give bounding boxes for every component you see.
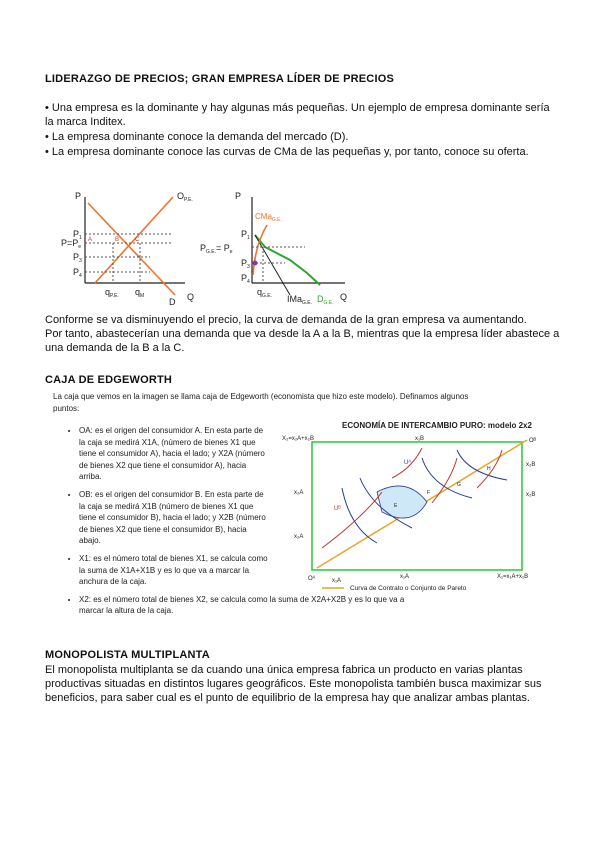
edgeworth-box [282,418,552,596]
g2-ima-line [255,235,290,295]
g1-point-b: B [115,237,120,243]
g1-point-a: A [88,237,93,243]
box-ua-label: Uᴬ [404,460,412,466]
g2-p3-label: $P_3$ [241,258,250,270]
g2-ima-label: IMa$_{G.E.}$ [287,294,313,306]
g1-o-label: $O_{P.E.}$ [177,191,193,203]
edgeworth-item-ob: • OB: es el origen del consumidor B. En esta parte de la caja se medirá X1B (número de bienes X1 que tiene el consumidor B), hacia el lado; y X2B (número de bienes X2 que tiene el consumidor B), hacia abajo. [79,489,270,547]
g1-p-label: P [75,191,82,201]
box-x1b-top: x₁B [415,436,425,442]
g1-qm-label: $q_M$ [135,287,145,299]
box-x2a-l1: x₂A [294,490,304,496]
section-title-liderazgo: LIDERAZGO DE PRECIOS; GRAN EMPRESA LÍDER DE PRECIOS [45,73,394,85]
g1-qpe-label: $q_{P.E.}$ [105,287,119,299]
box-point-e: E [394,503,398,509]
box-ob-label: Oᴮ [529,438,537,444]
g2-q-label: Q [340,292,348,302]
g2-p1-label: $P_1$ [241,229,250,241]
box-oa-label: Oᴬ [308,576,316,582]
box-point-f: F [427,490,431,496]
g1-supply-line [95,197,173,283]
box-x1-total: X₁=x₁A+x₁B [497,574,529,580]
box-x2b-r1: x₂B [526,462,536,468]
bullet-2: • La empresa dominante conoce la demanda del mercado (D). [45,131,349,143]
leader-graph [195,185,365,310]
box-x2b-r2: x₂B [526,492,536,498]
edgeworth-item-x2: • X2: es el número total de bienes X2, se calcula como la suma de X2A+X2B y es lo que va a marcar la altura de la caja. [79,594,419,617]
edgeworth-item-oa: • OA: es el origen del consumidor A. En esta parte de la caja se medirá X1A, (número de bienes X1 que tiene el consumidor A), hacia el lado; y X2A (número de bienes X2 que tiene el consumidor A), hacia arriba. [79,425,270,483]
g1-peq-label: $P=P_e$ [61,238,82,250]
paragraph-1: Conforme se va disminuyendo el precio, la curva de demanda de la gran empresa va aumentando. [45,314,527,326]
ub-curve-1 [322,492,382,548]
g2-p-label: P [235,191,242,201]
box-x1a-bottom: x₁A [400,574,410,580]
g2-demand-line [255,235,320,285]
legend-text: Curva de Contrato o Conjunto de Pareto [350,585,467,592]
g1-point-c: C [135,237,140,243]
box-topleft-label: X₂=x₂A+x₂B [282,436,315,442]
box-ub-label: Uᴮ [334,506,341,512]
paragraph-2: Por tanto, abastecerían una demanda que va desde la A a la B, mientras que la empresa líder abastece a una demanda de la B a la C. [45,328,560,354]
section-title-monopolista: MONOPOLISTA MULTIPLANTA [45,649,210,661]
market-graph [55,185,205,310]
box-point-g: G [457,482,461,488]
bullet-1: • Una empresa es la dominante y hay algunas más pequeñas. Un ejemplo de empresa dominante sería la marca Inditex. [45,102,550,128]
g2-dge-label: $D_{G.E.}$ [317,294,334,306]
section-title-edgeworth: CAJA DE EDGEWORTH [45,374,173,386]
g2-cma-curve [253,225,267,275]
edgeworth-box-title: ECONOMÍA DE INTERCAMBIO PURO: modelo 2x2 [342,421,532,430]
edgeworth-intro: La caja que vemos en la imagen se llama caja de Edgeworth (economista que hizo este modelo). Definamos algunos puntos: [53,392,469,413]
bullet-3: • La empresa dominante conoce las curvas de CMa de las pequeñas y, por tanto, conoce su oferta. [45,146,529,158]
g1-p3-label: $P_3$ [73,252,82,264]
g1-q-label: Q [187,292,195,302]
pareto-lens [377,486,427,518]
box-x1a-label: x₁A [332,578,342,584]
box-x2a-l2: x₂A [294,534,304,540]
g1-p4-label: $P_4$ [73,267,82,279]
g2-qge-label: $q_{G.E.}$ [257,287,273,299]
g1-p1-label: $P_1$ [73,229,82,241]
monopolista-paragraph: El monopolista multiplanta se da cuando una única empresa fabrica un producto en varias plantas productivas situadas en distintos lugares geográficos. Este monopolista también busca maximizar sus beneficios, para saber cual es el punto de equilibrio de la empresa hay que analizar ambas plantas. [45,664,542,704]
g1-demand-line [88,203,175,295]
ua-curve-4 [457,450,507,480]
g2-p4-label: $P_4$ [241,273,250,285]
g1-d-label: D [169,297,176,307]
box-point-h: H [487,466,491,472]
g2-pge-label: $P_{G.E.}= P_e$ [200,243,233,255]
edgeworth-item-x1: • X1: es el número total de bienes X1, se calcula como la suma de X1A+X1B y es lo que va a marcar la anchura de la caja. [79,553,270,588]
g2-cma-label: CMa$_{G.E.}$ [255,212,282,223]
